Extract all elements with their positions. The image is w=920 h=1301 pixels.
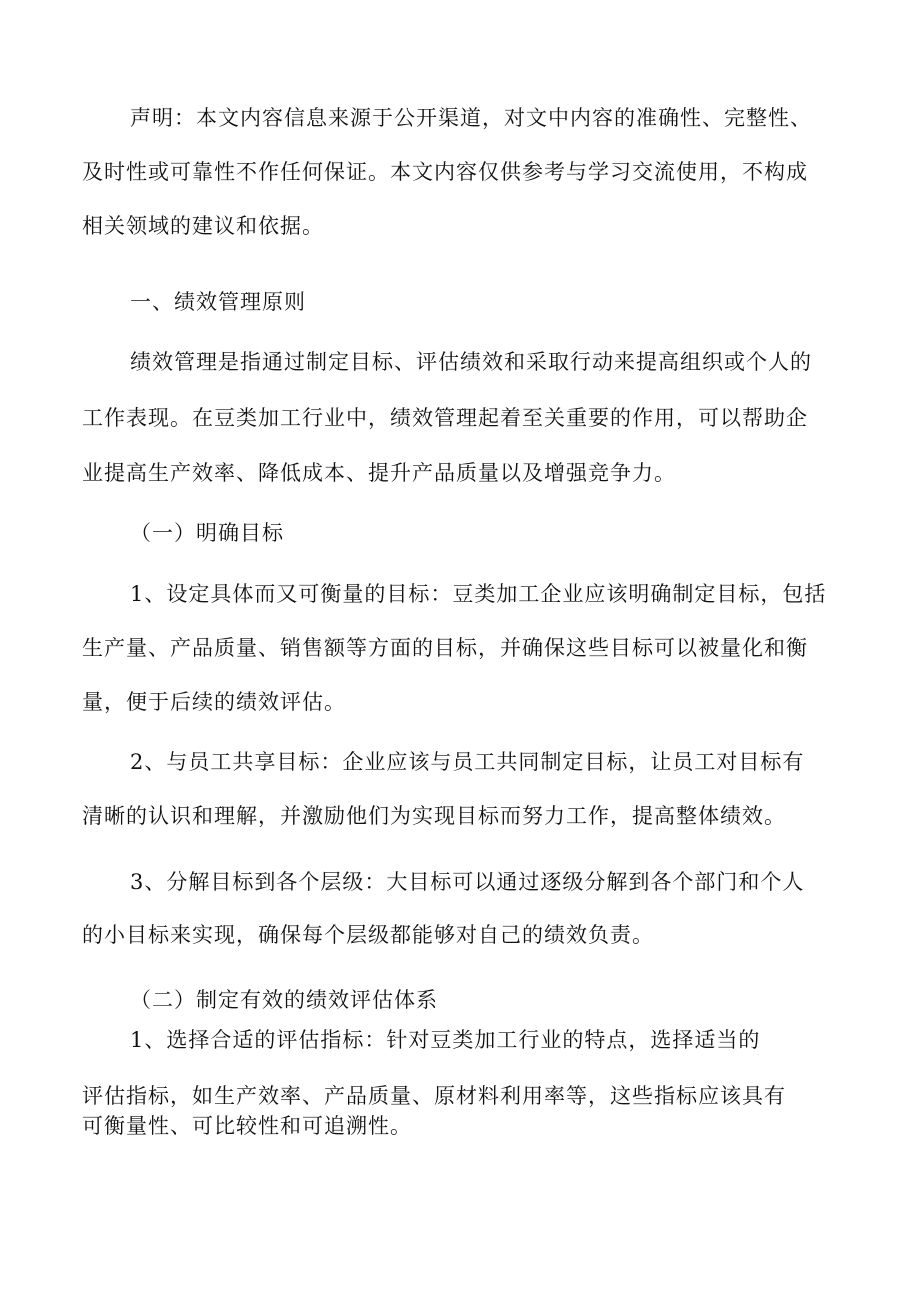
intro-line-3: 业提高生产效率、降低成本、提升产品质量以及增强竞争力。 bbox=[82, 461, 676, 485]
disclaimer-line-2: 及时性或可靠性不作任何保证。本文内容仅供参考与学习交流使用，不构成 bbox=[82, 160, 808, 184]
item-2-line-2: 清晰的认识和理解，并激励他们为实现目标而努力工作，提高整体绩效。 bbox=[82, 804, 786, 828]
intro-line-2: 工作表现。在豆类加工行业中，绩效管理起着至关重要的作用，可以帮助企 bbox=[82, 406, 808, 430]
intro-line-1: 绩效管理是指通过制定目标、评估绩效和采取行动来提高组织或个人的 bbox=[130, 350, 812, 374]
item-4-line-1: 1、选择合适的评估指标：针对豆类加工行业的特点，选择适当的 bbox=[130, 1028, 761, 1052]
subsection-heading-1: （一）明确目标 bbox=[130, 521, 284, 545]
subsection-heading-2: （二）制定有效的绩效评估体系 bbox=[130, 988, 438, 1012]
item-4-line-3: 可衡量性、可比较性和可追溯性。 bbox=[82, 1114, 412, 1138]
disclaimer-line-3: 相关领域的建议和依据。 bbox=[82, 214, 324, 238]
item-1-line-2: 生产量、产品质量、销售额等方面的目标，并确保这些目标可以被量化和衡 bbox=[82, 636, 808, 660]
item-1-line-1: 1、设定具体而又可衡量的目标：豆类加工企业应该明确制定目标，包括 bbox=[130, 582, 827, 606]
disclaimer-line-1: 声明：本文内容信息来源于公开渠道，对文中内容的准确性、完整性、 bbox=[130, 106, 812, 130]
item-2-line-1: 2、与员工共享目标：企业应该与员工共同制定目标，让员工对目标有 bbox=[130, 750, 805, 774]
item-1-line-3: 量，便于后续的绩效评估。 bbox=[82, 690, 346, 714]
item-3-line-1: 3、分解目标到各个层级：大目标可以通过逐级分解到各个部门和个人 bbox=[130, 870, 805, 894]
item-3-line-2: 的小目标来实现，确保每个层级都能够对自己的绩效负责。 bbox=[82, 923, 654, 947]
item-4-line-2: 评估指标，如生产效率、产品质量、原材料利用率等，这些指标应该具有 bbox=[82, 1084, 786, 1108]
section-heading: 一、绩效管理原则 bbox=[130, 290, 306, 314]
